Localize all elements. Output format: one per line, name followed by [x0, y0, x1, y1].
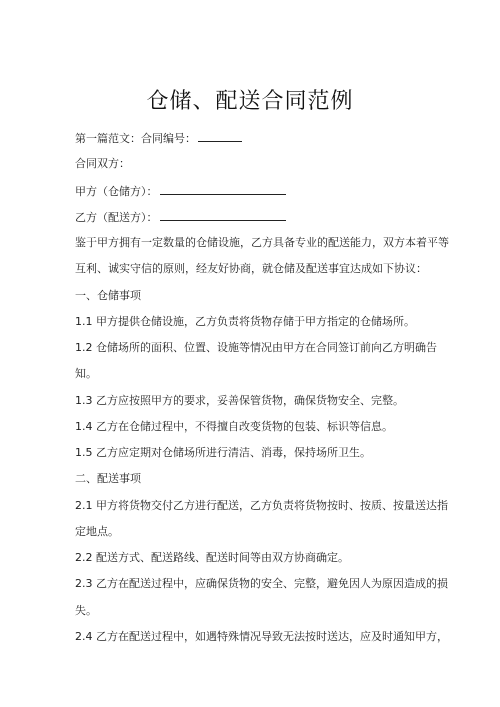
contract-number-blank [198, 130, 242, 142]
clause-1-4: 1.4 乙方在仓储过程中，不得擅自改变货物的包装、标识等信息。 [75, 420, 393, 433]
clause-2-3: 2.3 乙方在配送过程中，应确保货物的安全、完整，避免因人为原因造成的损 [75, 577, 448, 590]
preamble-line-2: 互利、诚实守信的原则，经友好协商，就仓储及配送事宜达成如下协议： [75, 262, 427, 275]
party-a-label: 甲方（仓储方）： [75, 185, 158, 198]
clause-2-2: 2.2 配送方式、配送路线、配送时间等由双方协商确定。 [75, 551, 349, 564]
clause-2-3-continued: 失。 [75, 604, 97, 617]
clause-2-1-continued: 定地点。 [75, 525, 119, 538]
document-title: 仓储、配送合同范例 [146, 89, 354, 114]
clause-1-2-continued: 知。 [75, 367, 97, 380]
section-heading-delivery: 二、配送事项 [75, 472, 141, 485]
clause-1-1: 1.1 甲方提供仓储设施，乙方负责将货物存储于甲方指定的仓储场所。 [75, 315, 415, 328]
party-b-blank [160, 209, 286, 221]
party-b-label: 乙方（配送方）： [75, 211, 158, 224]
clause-2-1: 2.1 甲方将货物交付乙方进行配送，乙方负责将货物按时、按质、按量送达指 [75, 499, 448, 512]
party-b-line [75, 209, 286, 225]
party-a-line [75, 183, 286, 199]
parties-label: 合同双方： [75, 157, 130, 170]
party-a-blank [160, 183, 286, 195]
contract-number-line [75, 130, 242, 146]
section-heading-storage: 一、仓储事项 [75, 289, 141, 302]
clause-1-3: 1.3 乙方应按照甲方的要求，妥善保管货物，确保货物安全、完整。 [75, 394, 404, 407]
clause-2-4: 2.4 乙方在配送过程中，如遇特殊情况导致无法按时送达，应及时通知甲方， [75, 630, 448, 643]
preamble-line-1: 鉴于甲方拥有一定数量的仓储设施，乙方具备专业的配送能力，双方本着平等 [75, 236, 449, 249]
clause-1-5: 1.5 乙方应定期对仓储场所进行清洁、消毒，保持场所卫生。 [75, 446, 371, 459]
clause-1-2: 1.2 仓储场所的面积、位置、设施等情况由甲方在合同签订前向乙方明确告 [75, 341, 437, 354]
contract-number-label: 第一篇范文：合同编号： [75, 132, 196, 145]
